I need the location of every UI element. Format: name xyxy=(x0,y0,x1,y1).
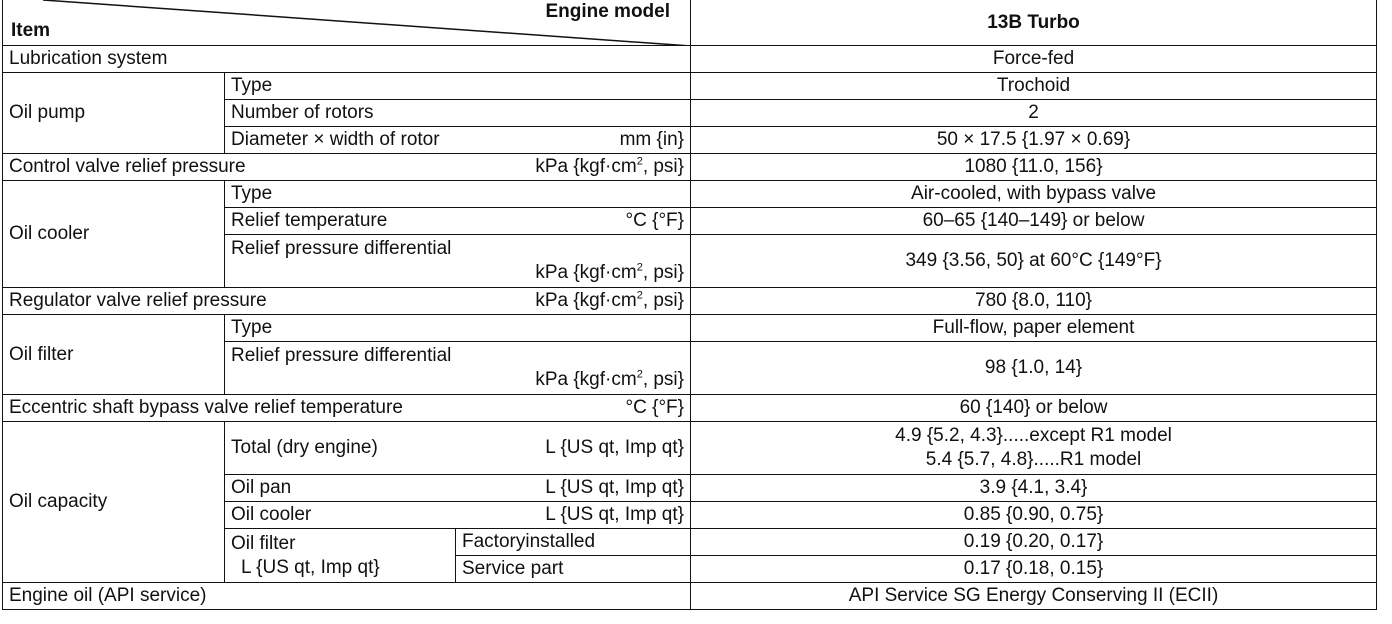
oil-pump-diameter-label: Diameter × width of rotor xyxy=(231,129,440,150)
oil-capacity-pan-cell xyxy=(225,475,691,502)
engine-model-label: Engine model xyxy=(545,1,671,22)
oil-pump-diameter-cell xyxy=(225,127,691,154)
table-row xyxy=(3,288,1377,315)
table-row xyxy=(3,73,1377,100)
oil-capacity-filter-cell xyxy=(225,529,456,583)
eccentric-cell xyxy=(3,395,691,422)
oil-filter-diff-unit: kPa {$kgf\cdot cm^2$, psi} xyxy=(535,368,685,390)
oil-cooler-type-label: Type xyxy=(225,181,691,208)
regulator-valve-value: 780 {8.0, 110} xyxy=(691,288,1377,315)
item-label: Item xyxy=(11,20,51,41)
oil-filter-type-label: Type xyxy=(225,315,691,342)
spec-table xyxy=(2,0,1377,610)
oil-cooler-diff-value: 349 {3.56, 50} at 60°C {149°F} xyxy=(691,235,1377,288)
oil-capacity-label: Oil capacity xyxy=(3,422,225,583)
oil-capacity-total-cell xyxy=(225,422,691,475)
table-row xyxy=(3,315,1377,342)
eccentric-unit: °C {°F} xyxy=(625,397,685,418)
regulator-valve-unit: kPa {$kgf\cdot cm^2$, psi} xyxy=(535,289,685,311)
oil-capacity-pan-value: 3.9 {4.1, 3.4} xyxy=(691,475,1377,502)
control-valve-value: 1080 {11.0, 156} xyxy=(691,154,1377,181)
table-row xyxy=(3,395,1377,422)
oil-pump-label: Oil pump xyxy=(3,73,225,154)
model-header: 13B Turbo xyxy=(691,0,1377,46)
oil-capacity-total-value-1: 4.9 {5.2, 4.3}.....except R1 model xyxy=(895,425,1172,446)
oil-cooler-label: Oil cooler xyxy=(3,181,225,288)
oil-filter-label: Oil filter xyxy=(3,315,225,395)
oil-pump-type-value: Trochoid xyxy=(691,73,1377,100)
oil-cooler-type-value: Air-cooled, with bypass valve xyxy=(691,181,1377,208)
oil-capacity-factory-label: Factoryinstalled xyxy=(456,529,691,556)
oil-filter-diff-value: 98 {1.0, 14} xyxy=(691,342,1377,395)
header-item-cell xyxy=(3,0,691,46)
oil-pump-rotors-label: Number of rotors xyxy=(225,100,691,127)
control-valve-label: Control valve relief pressure xyxy=(9,156,246,177)
oil-cooler-diff-cell xyxy=(225,235,691,288)
control-valve-cell xyxy=(3,154,691,181)
oil-capacity-cooler-cell xyxy=(225,502,691,529)
oil-pump-diameter-value: 50 × 17.5 {1.97 × 0.69} xyxy=(691,127,1377,154)
eccentric-label: Eccentric shaft bypass valve relief temperature xyxy=(9,397,403,418)
oil-pump-rotors-value: 2 xyxy=(691,100,1377,127)
lubrication-value: Force-fed xyxy=(691,46,1377,73)
table-row xyxy=(3,422,1377,475)
oil-filter-type-value: Full-flow, paper element xyxy=(691,315,1377,342)
oil-capacity-pan-unit: L {US qt, Imp qt} xyxy=(545,477,685,498)
oil-cooler-diff-unit: kPa {$kgf\cdot cm^2$, psi} xyxy=(535,261,685,283)
oil-capacity-pan-label: Oil pan xyxy=(231,477,292,498)
oil-capacity-service-label: Service part xyxy=(456,556,691,583)
oil-capacity-cooler-value: 0.85 {0.90, 0.75} xyxy=(691,502,1377,529)
oil-filter-diff-cell xyxy=(225,342,691,395)
oil-capacity-cooler-label: Oil cooler xyxy=(231,504,312,525)
table-row xyxy=(3,181,1377,208)
regulator-valve-cell xyxy=(3,288,691,315)
regulator-valve-label: Regulator valve relief pressure xyxy=(9,290,267,311)
engine-oil-label: Engine oil (API service) xyxy=(3,583,691,610)
oil-capacity-filter-unit: L {US qt, Imp qt} xyxy=(241,556,380,578)
oil-filter-diff-label: Relief pressure differential xyxy=(231,345,452,366)
oil-cooler-temp-label: Relief temperature xyxy=(231,210,388,231)
oil-capacity-total-unit: L {US qt, Imp qt} xyxy=(545,437,685,458)
table-row xyxy=(3,154,1377,181)
table-row xyxy=(3,583,1377,610)
oil-cooler-temp-value: 60–65 {140–149} or below xyxy=(691,208,1377,235)
oil-capacity-total-value-2: 5.4 {5.7, 4.8}.....R1 model xyxy=(925,449,1142,470)
oil-pump-diameter-unit: mm {in} xyxy=(619,129,685,150)
oil-capacity-cooler-unit: L {US qt, Imp qt} xyxy=(545,504,685,525)
oil-capacity-total-label: Total (dry engine) xyxy=(231,437,378,458)
oil-capacity-factory-value: 0.19 {0.20, 0.17} xyxy=(691,529,1377,556)
eccentric-value: 60 {140} or below xyxy=(691,395,1377,422)
engine-oil-value: API Service SG Energy Conserving II (ECII) xyxy=(691,583,1377,610)
oil-cooler-temp-cell xyxy=(225,208,691,235)
oil-capacity-service-value: 0.17 {0.18, 0.15} xyxy=(691,556,1377,583)
oil-cooler-temp-unit: °C {°F} xyxy=(625,210,685,231)
lubrication-label: Lubrication system xyxy=(3,46,691,73)
header-row xyxy=(3,0,1377,46)
oil-capacity-total-value xyxy=(691,422,1377,475)
control-valve-unit: kPa {$kgf\cdot cm^2$, psi} xyxy=(535,155,685,177)
oil-cooler-diff-label: Relief pressure differential xyxy=(231,238,452,259)
table-row xyxy=(3,46,1377,73)
oil-capacity-filter-label: Oil filter xyxy=(231,532,296,554)
oil-pump-type-label: Type xyxy=(225,73,691,100)
